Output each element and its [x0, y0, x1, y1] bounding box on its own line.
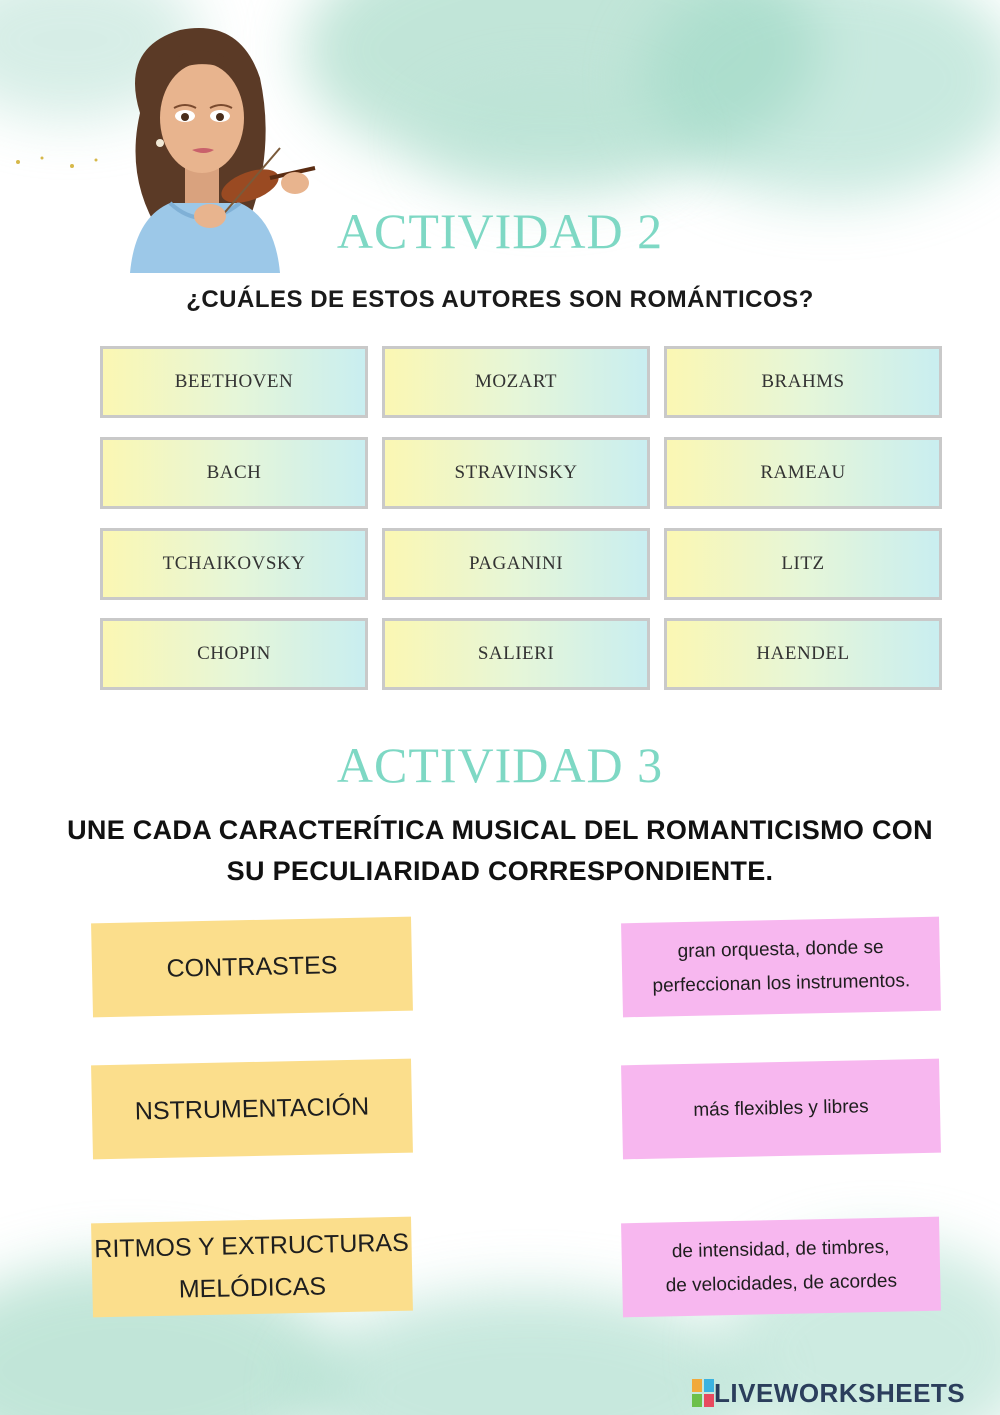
liveworksheets-logo-icon [692, 1379, 714, 1407]
characteristic-tag-instrumentacion[interactable] [91, 1059, 413, 1160]
tag-text-line: más flexibles y libres [693, 1096, 869, 1121]
tag-text-line: RITMOS Y EXTRUCTURAS [94, 1228, 410, 1264]
liveworksheets-logo[interactable] [692, 1376, 965, 1410]
tag-text-line: gran orquesta, donde se [677, 936, 884, 963]
liveworksheets-logo-text: LIVEWORKSHEETS [714, 1377, 966, 1408]
composer-card[interactable]: BACH [100, 437, 368, 509]
peculiarity-tag-intensidad[interactable] [621, 1217, 941, 1318]
composer-card[interactable]: MOZART [382, 346, 650, 418]
composer-card[interactable]: RAMEAU [664, 437, 942, 509]
gold-speck-decoration [12, 152, 102, 172]
tag-text-line: MELÓDICAS [178, 1272, 327, 1304]
composer-card[interactable]: HAENDEL [664, 618, 942, 690]
tag-text-line: CONTRASTES [166, 951, 338, 983]
composer-card[interactable]: BRAHMS [664, 346, 942, 418]
peculiarity-tag-orquesta[interactable] [621, 917, 941, 1018]
characteristic-tag-contrastes[interactable] [91, 917, 413, 1018]
composer-card[interactable]: STRAVINSKY [382, 437, 650, 509]
tag-text-line: NSTRUMENTACIÓN [134, 1092, 370, 1126]
activity-2-title: ACTIVIDAD 2 [336, 203, 664, 259]
composer-card[interactable]: SALIERI [382, 618, 650, 690]
activity-3-instruction-line1: UNE CADA CARACTERÍTICA MUSICAL DEL ROMANTICISMO CON [67, 815, 933, 845]
composer-card[interactable]: TCHAIKOVSKY [100, 528, 368, 600]
activity-2-question: ¿CUÁLES DE ESTOS AUTORES SON ROMÁNTICOS? [186, 286, 814, 313]
tag-text-line: de velocidades, de acordes [665, 1270, 898, 1297]
activity-3-title: ACTIVIDAD 3 [336, 737, 664, 793]
tag-text-line: perfeccionan los instrumentos. [652, 970, 911, 997]
activity-3-instruction-line2: SU PECULIARIDAD CORRESPONDIENTE. [226, 856, 774, 886]
peculiarity-tag-flexibles[interactable] [621, 1059, 941, 1160]
composer-card[interactable]: LITZ [664, 528, 942, 600]
tag-text-line: de intensidad, de timbres, [671, 1236, 890, 1263]
characteristic-tag-ritmos[interactable] [91, 1217, 413, 1318]
composer-card[interactable]: BEETHOVEN [100, 346, 368, 418]
composer-card[interactable]: CHOPIN [100, 618, 368, 690]
composer-card[interactable]: PAGANINI [382, 528, 650, 600]
